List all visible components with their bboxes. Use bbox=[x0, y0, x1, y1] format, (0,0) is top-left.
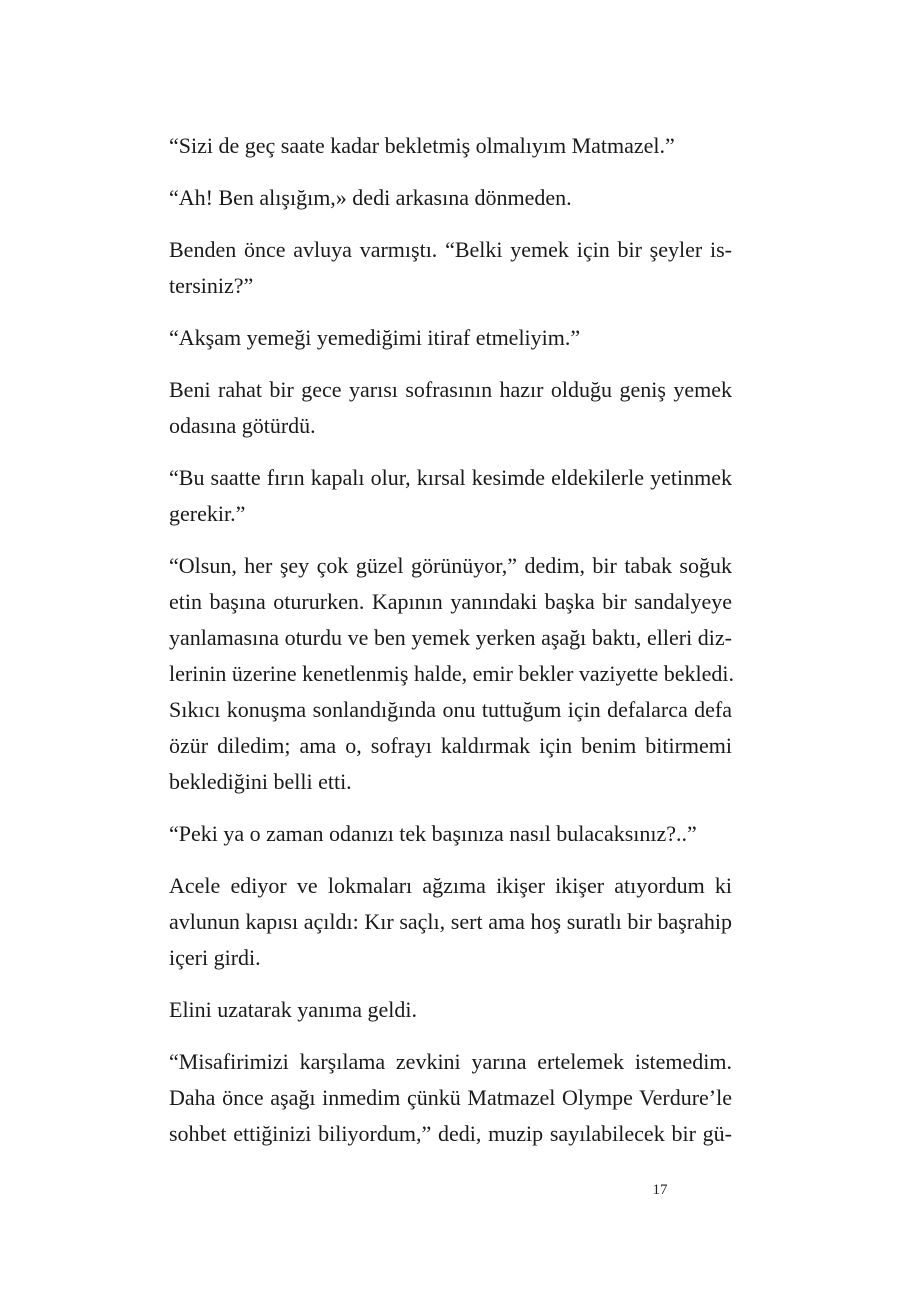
text-line: avlunun kapısı açıldı: Kır saçlı, sert ama hoş suratlı bir başrahip bbox=[169, 909, 732, 934]
text-line: yanlamasına oturdu ve ben yemek yerken aşağı baktı, elleri diz- bbox=[169, 625, 732, 650]
paragraph bbox=[169, 816, 732, 852]
paragraph bbox=[169, 460, 732, 532]
page-number: 17 bbox=[652, 1182, 668, 1198]
text-line: odasına götürdü. bbox=[169, 413, 316, 438]
text-line: Acele ediyor ve lokmaları ağzıma ikişer ikişer atıyordum ki bbox=[169, 873, 732, 898]
page-body bbox=[169, 128, 735, 1168]
text-line: gerekir.” bbox=[169, 501, 246, 526]
text-line: Elini uzatarak yanıma geldi. bbox=[169, 997, 418, 1022]
paragraph bbox=[169, 992, 732, 1028]
text-line: Daha önce aşağı inmedim çünkü Matmazel Olympe Verdure’le bbox=[169, 1085, 732, 1110]
text-line: özür diledim; ama o, sofrayı kaldırmak için benim bitirmemi bbox=[169, 733, 732, 758]
paragraph bbox=[169, 548, 735, 800]
paragraph bbox=[169, 320, 732, 356]
text-line: sohbet ettiğinizi biliyordum,” dedi, muzip sayılabilecek bir gü- bbox=[169, 1121, 732, 1146]
text-line: “Bu saatte fırın kapalı olur, kırsal kesimde eldekilerle yetinmek bbox=[169, 465, 732, 490]
text-line: Benden önce avluya varmıştı. “Belki yemek için bir şeyler is- bbox=[169, 237, 732, 262]
text-line: “Misafirimizi karşılama zevkini yarına ertelemek istemedim. bbox=[169, 1049, 732, 1074]
text-line: “Akşam yemeği yemediğimi itiraf etmeliyim.” bbox=[169, 325, 581, 350]
text-line: beklediğini belli etti. bbox=[169, 769, 352, 794]
paragraph bbox=[169, 180, 732, 216]
text-line: Sıkıcı konuşma sonlandığında onu tuttuğum için defalarca defa bbox=[169, 697, 732, 722]
text-line: “Peki ya o zaman odanızı tek başınıza nasıl bulacaksınız?..” bbox=[169, 821, 697, 846]
paragraph bbox=[169, 868, 732, 976]
text-line: etin başına otururken. Kapının yanındaki başka bir sandalyeye bbox=[169, 589, 732, 614]
paragraph bbox=[169, 128, 732, 164]
text-line: içeri girdi. bbox=[169, 945, 261, 970]
text-line: “Ah! Ben alışığım,» dedi arkasına dönmeden. bbox=[169, 185, 572, 210]
text-line: “Sizi de geç saate kadar bekletmiş olmalıyım Matmazel.” bbox=[169, 133, 675, 158]
paragraph bbox=[169, 372, 732, 444]
paragraph bbox=[169, 232, 732, 304]
text-line: Beni rahat bir gece yarısı sofrasının hazır olduğu geniş yemek bbox=[169, 377, 732, 402]
text-line: “Olsun, her şey çok güzel görünüyor,” dedim, bir tabak soğuk bbox=[169, 553, 732, 578]
paragraph bbox=[169, 1044, 732, 1152]
text-line: tersiniz?” bbox=[169, 273, 254, 298]
text-line: lerinin üzerine kenetlenmiş halde, emir bekler vaziyette bekledi. bbox=[169, 661, 735, 686]
